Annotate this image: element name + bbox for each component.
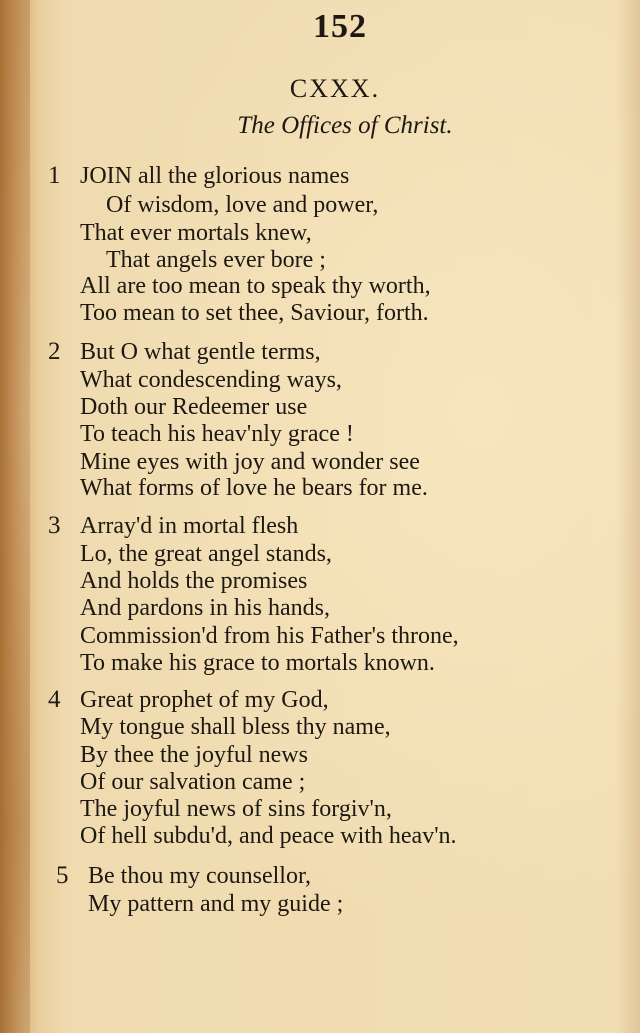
verse-number: 2	[48, 338, 61, 365]
hymn-title: The Offices of Christ.	[237, 112, 453, 139]
verse-line: All are too mean to speak thy worth,	[80, 273, 431, 299]
verse-line: Mine eyes with joy and wonder see	[80, 449, 420, 475]
verse-line: Array'd in mortal flesh	[80, 513, 299, 539]
verse-line: JOIN all the glorious names	[80, 163, 350, 189]
verse-number: 3	[48, 512, 61, 539]
page-edge-stain	[0, 0, 30, 1033]
verse-line: Of wisdom, love and power,	[106, 192, 379, 218]
verse-line: The joyful news of sins forgiv'n,	[80, 796, 392, 822]
verse-line: Of our salvation came ;	[80, 769, 306, 795]
page-number: 152	[313, 8, 367, 45]
verse-line: And pardons in his hands,	[80, 595, 330, 621]
verse-line: To make his grace to mortals known.	[80, 650, 435, 676]
verse-line: My pattern and my guide ;	[88, 891, 344, 917]
verse-number: 4	[48, 686, 61, 713]
verse-line: My tongue shall bless thy name,	[80, 714, 391, 740]
verse-line: What condescending ways,	[80, 367, 342, 393]
verse-line: What forms of love he bears for me.	[80, 475, 428, 501]
verse-line: That ever mortals knew,	[80, 220, 312, 246]
verse-line: Too mean to set thee, Saviour, forth.	[80, 300, 429, 326]
verse-line: Doth our Redeemer use	[80, 394, 308, 420]
verse-line: But O what gentle terms,	[80, 339, 321, 365]
verse-line: Be thou my counsellor,	[88, 863, 312, 889]
verse-line: To teach his heav'nly grace !	[80, 421, 354, 447]
verse-line: And holds the promises	[80, 568, 308, 594]
verse-number: 1	[48, 162, 61, 189]
verse-line: Lo, the great angel stands,	[80, 541, 332, 567]
verse-number: 5	[56, 862, 69, 889]
verse-line: Great prophet of my God,	[80, 687, 329, 713]
page-edge-shade	[616, 0, 640, 1033]
hymn-number: CXXX.	[289, 74, 381, 103]
verse-line: By thee the joyful news	[80, 742, 308, 768]
verse-line: Commission'd from his Father's throne,	[80, 623, 459, 649]
verse-line: Of hell subdu'd, and peace with heav'n.	[80, 823, 457, 849]
verse-line: That angels ever bore ;	[106, 247, 326, 273]
